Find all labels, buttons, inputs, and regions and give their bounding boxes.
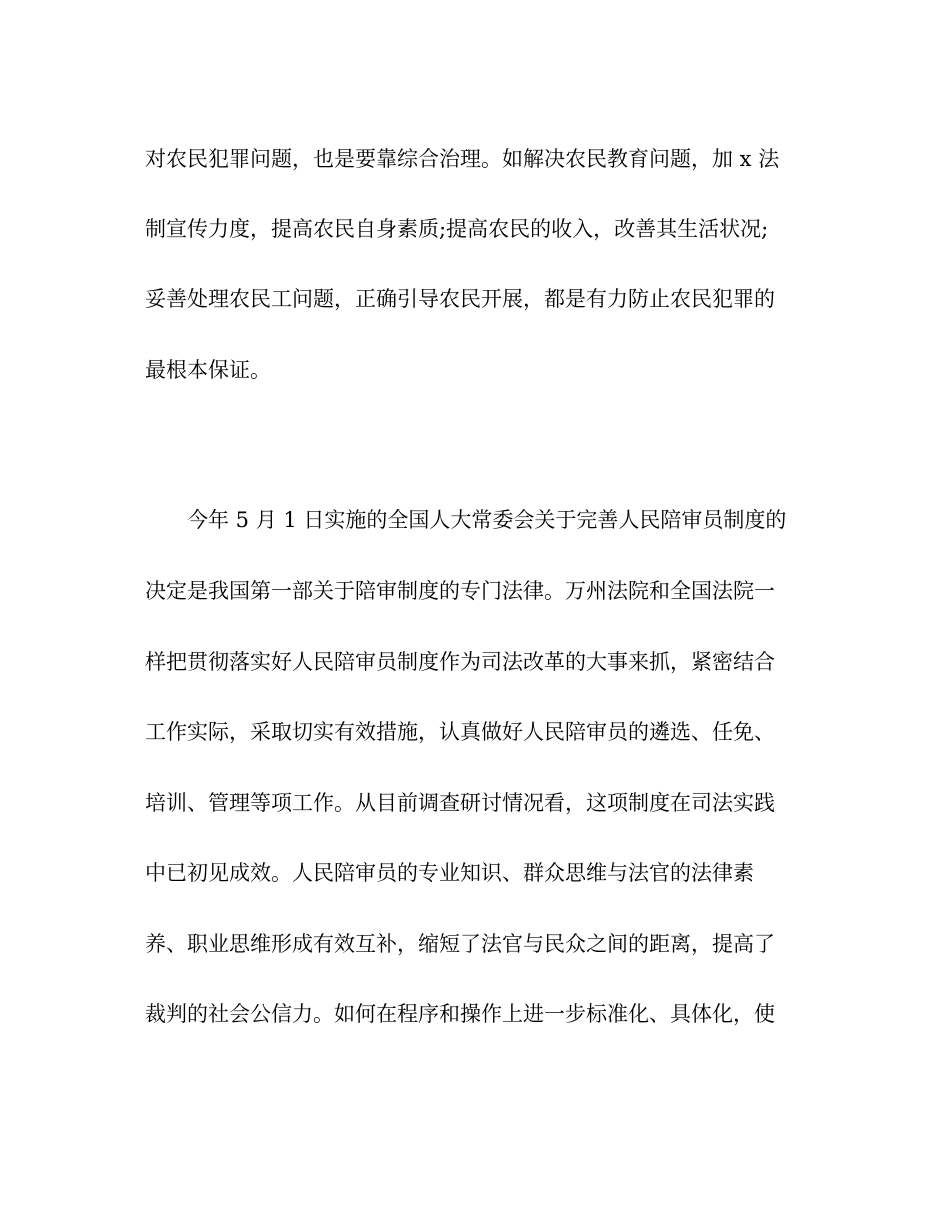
text-line: 对农民犯罪问题，也是要靠综合治理。如解决农民教育问题，加 x 法 <box>145 147 780 171</box>
text-line: 工作实际，采取切实有效措施，认真做好人民陪审员的遴选、任免、 <box>145 720 775 744</box>
text-line: 制宣传力度，提高农民自身素质;提高农民的收入，改善其生活状况; <box>145 217 769 241</box>
text-line: 样把贯彻落实好人民陪审员制度作为司法改革的大事来抓，紧密结合 <box>145 650 775 674</box>
text-line: 今年 5 月 1 日实施的全国人大常委会关于完善人民陪审员制度的 <box>187 508 787 532</box>
text-line: 养、职业思维形成有效互补，缩短了法官与民众之间的距离，提高了 <box>145 932 775 956</box>
text-line: 决定是我国第一部关于陪审制度的专门法律。万州法院和全国法院一 <box>145 579 775 603</box>
text-line: 培训、管理等项工作。从目前调查研讨情况看，这项制度在司法实践 <box>145 791 775 815</box>
text-line: 妥善处理农民工问题，正确引导农民开展，都是有力防止农民犯罪的 <box>145 287 775 311</box>
text-line: 裁判的社会公信力。如何在程序和操作上进一步标准化、具体化，使 <box>145 1002 775 1026</box>
text-line: 最根本保证。 <box>145 358 271 382</box>
text-line: 中已初见成效。人民陪审员的专业知识、群众思维与法官的法律素 <box>145 861 754 885</box>
